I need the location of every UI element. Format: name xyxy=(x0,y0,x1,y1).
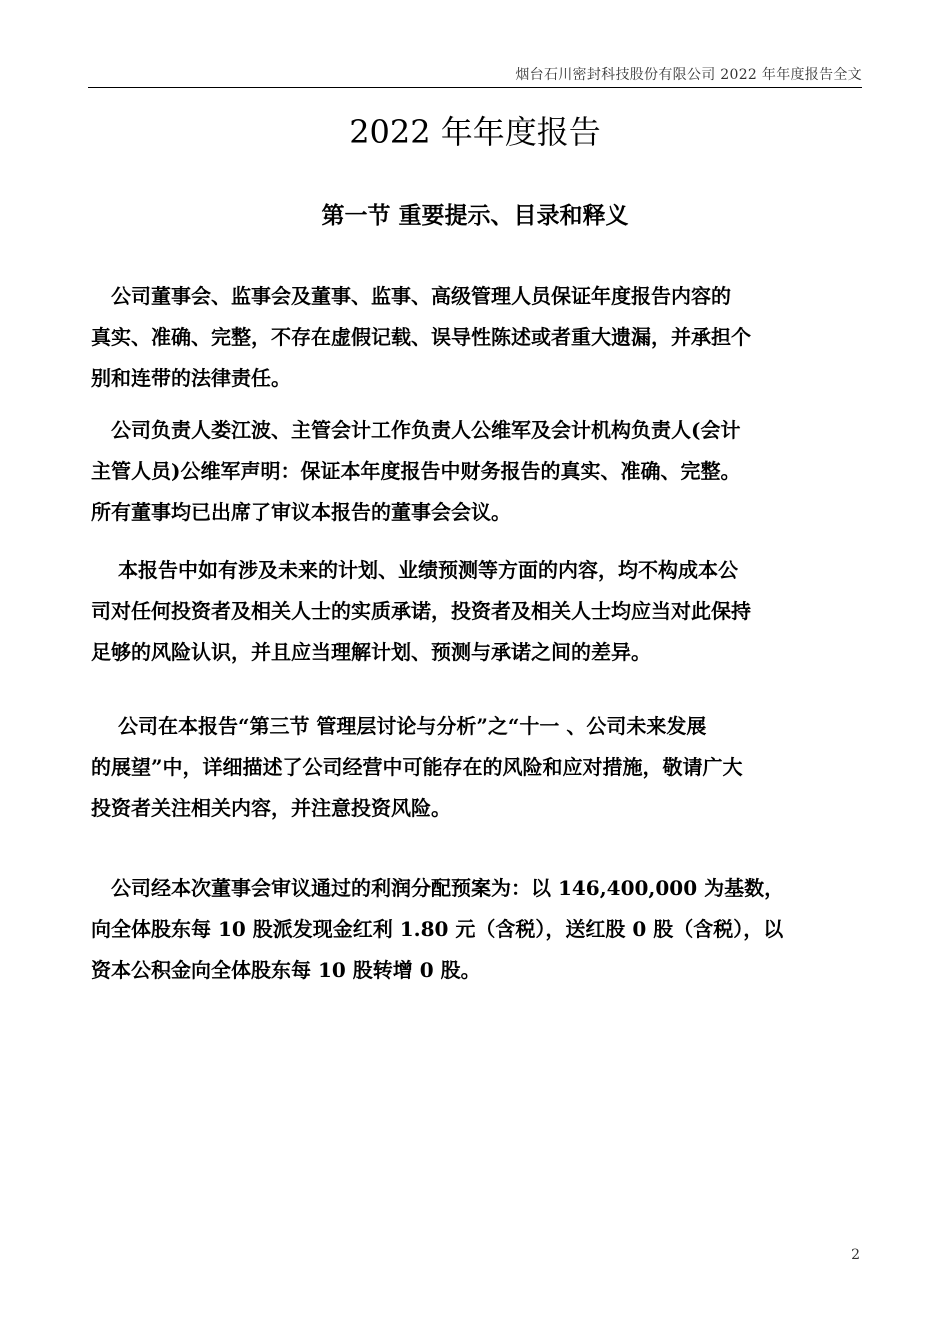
paragraph-risk-notice xyxy=(91,706,861,829)
paragraph-officer-declaration xyxy=(91,410,861,533)
paragraph-line: 的展望”中，详细描述了公司经营中可能存在的风险和应对措施，敬请广大 xyxy=(91,755,743,779)
paragraph-line: 所有董事均已出席了审议本报告的董事会会议。 xyxy=(91,500,511,524)
paragraph-profit-distribution xyxy=(91,868,861,991)
header-divider xyxy=(88,87,862,88)
paragraph-line: 本报告中如有涉及未来的计划、业绩预测等方面的内容，均不构成本公 xyxy=(91,558,738,582)
running-header: 烟台石川密封科技股份有限公司 2022 年年度报告全文 xyxy=(515,67,862,83)
paragraph-line: 资本公积金向全体股东每 10 股转增 0 股。 xyxy=(91,958,481,982)
page-number: 2 xyxy=(851,1247,860,1263)
paragraph-line: 司对任何投资者及相关人士的实质承诺，投资者及相关人士均应当对此保持 xyxy=(91,599,751,623)
paragraph-line: 公司负责人娄江波、主管会计工作负责人公维军及会计机构负责人(会计 xyxy=(91,418,741,442)
paragraph-forward-looking-disclaimer xyxy=(91,550,861,673)
section-title: 第一节 重要提示、目录和释义 xyxy=(321,202,629,229)
paragraph-line: 向全体股东每 10 股派发现金红利 1.80 元（含税），送红股 0 股（含税），以 xyxy=(91,917,784,941)
document-title: 2022 年年度报告 xyxy=(349,113,601,151)
paragraph-line: 公司董事会、监事会及董事、监事、高级管理人员保证年度报告内容的 xyxy=(91,284,731,308)
paragraph-line: 真实、准确、完整，不存在虚假记载、误导性陈述或者重大遗漏，并承担个 xyxy=(91,325,751,349)
paragraph-line: 公司经本次董事会审议通过的利润分配预案为：以 146,400,000 为基数， xyxy=(91,876,785,900)
paragraph-line: 公司在本报告“第三节 管理层讨论与分析”之“十一 、公司未来发展 xyxy=(91,714,707,738)
paragraph-line: 主管人员)公维军声明：保证本年度报告中财务报告的真实、准确、完整。 xyxy=(91,459,741,483)
paragraph-line: 别和连带的法律责任。 xyxy=(91,366,291,390)
paragraph-line: 投资者关注相关内容，并注意投资风险。 xyxy=(91,796,451,820)
paragraph-line: 足够的风险认识，并且应当理解计划、预测与承诺之间的差异。 xyxy=(91,640,651,664)
paragraph-responsibility-statement xyxy=(91,276,861,399)
